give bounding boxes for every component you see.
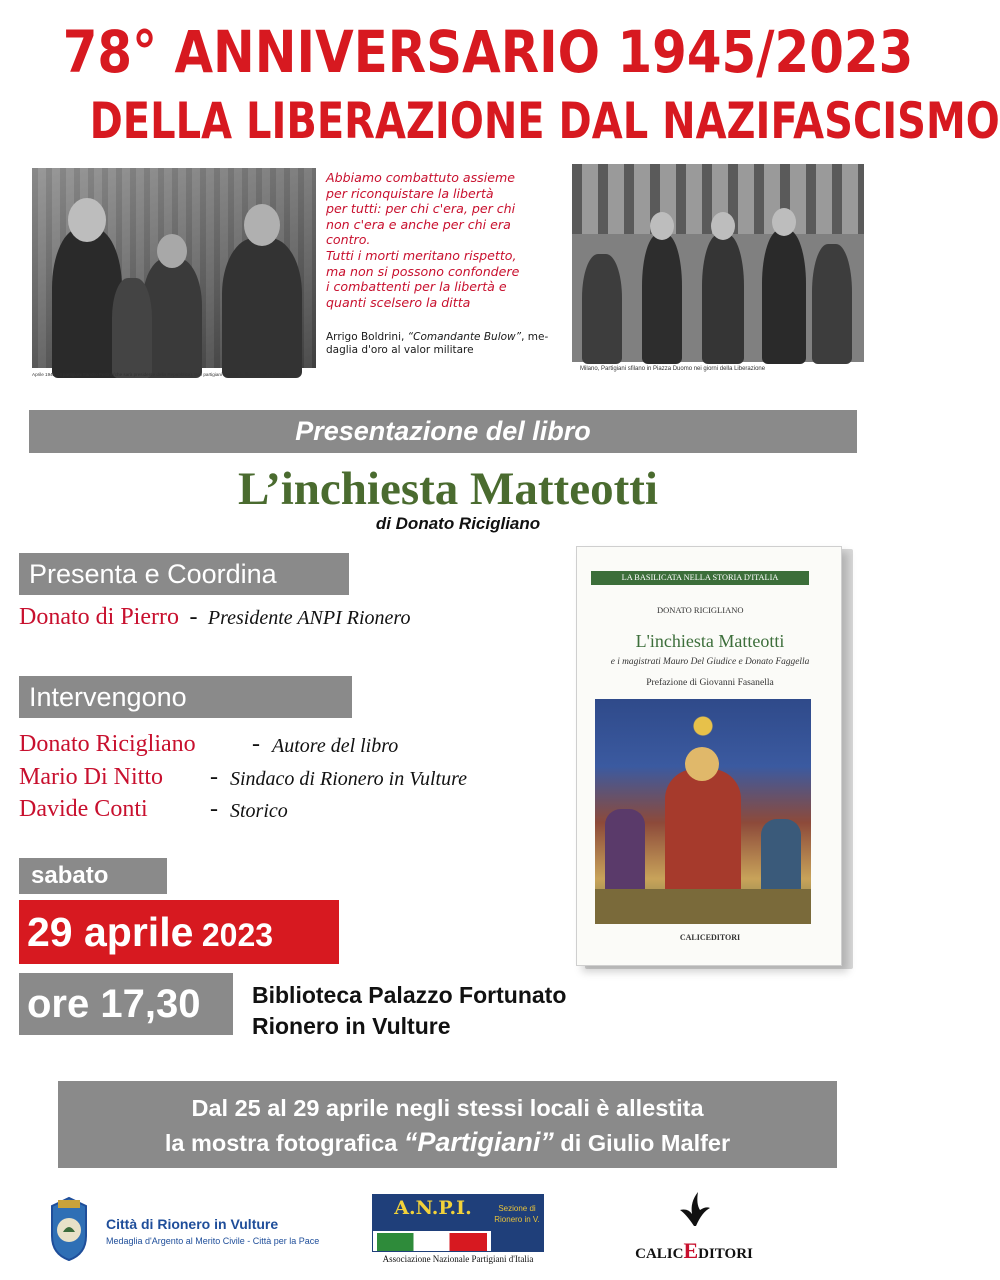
city-name: Città di Rionero in Vulture	[106, 1216, 279, 1232]
book-series-band: LA BASILICATA NELLA STORIA D'ITALIA	[591, 571, 809, 585]
quote-attribution	[326, 331, 566, 357]
city-crest-icon	[44, 1196, 94, 1262]
italian-flag-icon	[377, 1233, 487, 1251]
photo-left-caption: Aprile 1945 – I partigiani Sandro Pertini (che sarà presidente della Repubblica), tra i partigiani durante la liberazione di Milano	[32, 372, 287, 377]
venue-name: Biblioteca Palazzo Fortunato	[252, 982, 567, 1008]
quote-line: per tutti: per chi c'era, per chi	[326, 201, 516, 217]
quote-author-medal: daglia d'oro al valor militare	[326, 344, 474, 356]
exhibit-line1: Dal 25 al 29 aprile negli stessi locali è allestita	[191, 1095, 704, 1121]
time-label: ore 17,30	[19, 973, 233, 1035]
quote-line: quanti scelsero la ditta	[326, 294, 471, 310]
intervengono-label: Intervengono	[19, 676, 352, 718]
book-cover	[576, 546, 842, 966]
book-cover-author: DONATO RICIGLIANO	[657, 605, 744, 615]
speaker-row	[19, 796, 148, 823]
speaker-name: Donato Ricigliano	[19, 731, 196, 757]
book-cover-preface: Prefazione di Giovanni Fasanella	[646, 677, 774, 688]
quote-author-alias: “Comandante Bulow”	[407, 331, 522, 343]
quote-line: ma non si possono confondere	[326, 263, 520, 279]
quote-line: contro.	[326, 232, 371, 248]
presenter-dash: -	[189, 604, 198, 630]
book-cover-painting	[595, 699, 811, 924]
venue	[252, 980, 566, 1042]
speaker-role: Storico	[230, 800, 288, 822]
calice-bird-icon	[676, 1190, 712, 1228]
presenter-role: Presidente ANPI Rionero	[207, 607, 411, 629]
presenter-row	[19, 604, 410, 631]
quote-line: Abbiamo combattuto assieme	[326, 170, 516, 185]
calice-logo-text	[624, 1238, 764, 1264]
venue-town: Rionero in Vulture	[252, 1013, 451, 1039]
anpi-section: Sezione di Rionero in V.	[491, 1195, 543, 1251]
calice-e: E	[683, 1238, 699, 1263]
date-bar	[19, 900, 339, 964]
book-cover-publisher: CALICEDITORI	[679, 933, 741, 942]
calice-post: DITORI	[698, 1246, 753, 1262]
exhibit-line2-pre: la mostra fotografica	[164, 1130, 404, 1156]
speaker-dash: -	[252, 731, 260, 757]
photo-right-caption: Milano, Partigiani sfilano in Piazza Duomo nei giorni della Liberazione	[580, 366, 766, 372]
boldrini-quote	[326, 170, 566, 310]
exhibit-title: “Partigiani”	[403, 1127, 554, 1157]
presentation-bar: Presentazione del libro	[29, 410, 857, 453]
presenter-name: Donato di Pierro	[19, 604, 179, 630]
book-title: L’inchiesta Matteotti	[238, 463, 658, 515]
book-cover-subtitle: e i magistrati Mauro Del Giudice e Donato Faggella	[610, 657, 810, 667]
anpi-name: A.N.P.I.	[394, 1197, 472, 1219]
photo-partisans-right	[572, 164, 864, 362]
headline-anniversary: 78° ANNIVERSARIO 1945/2023	[62, 18, 914, 86]
speaker-role: Autore del libro	[272, 735, 399, 757]
presenta-label: Presenta e Coordina	[19, 553, 349, 595]
speaker-name: Davide Conti	[19, 796, 148, 822]
book-cover-title: L'inchiesta Matteotti	[635, 631, 785, 651]
date-year: 2023	[201, 917, 274, 953]
day-label: sabato	[19, 858, 167, 894]
city-subtitle: Medaglia d'Argento al Merito Civile - Città per la Pace	[106, 1236, 320, 1246]
quote-author-rest: , me-	[521, 331, 549, 343]
headline-liberation: DELLA LIBERAZIONE DAL NAZIFASCISMO	[89, 92, 1000, 150]
calice-pre: CALIC	[635, 1246, 684, 1262]
speaker-dash: -	[210, 796, 218, 822]
quote-line: per riconquistare la libertà	[326, 185, 494, 201]
date-main: 29 aprile	[27, 909, 194, 955]
speaker-row	[19, 764, 163, 791]
photo-partisans-left	[32, 168, 316, 368]
quote-line: non c'era e anche per chi era	[326, 216, 511, 232]
anpi-fullname: Associazione Nazionale Partigiani d'Italia	[382, 1254, 534, 1264]
speaker-name: Mario Di Nitto	[19, 764, 163, 790]
quote-author-name: Arrigo Boldrini,	[326, 331, 408, 343]
speaker-role: Sindaco di Rionero in Vulture	[230, 768, 468, 790]
quote-line: Tutti i morti meritano rispetto,	[326, 247, 517, 263]
book-author: di Donato Ricigliano	[375, 514, 541, 533]
exhibit-line2-post: di Giulio Malfer	[553, 1130, 731, 1156]
speaker-dash: -	[210, 764, 218, 790]
exhibit-line2	[58, 1125, 837, 1160]
exhibition-banner	[58, 1081, 837, 1168]
quote-line: i combattenti per la libertà e	[326, 279, 507, 295]
anpi-logo	[372, 1194, 544, 1252]
speaker-row	[19, 731, 196, 758]
